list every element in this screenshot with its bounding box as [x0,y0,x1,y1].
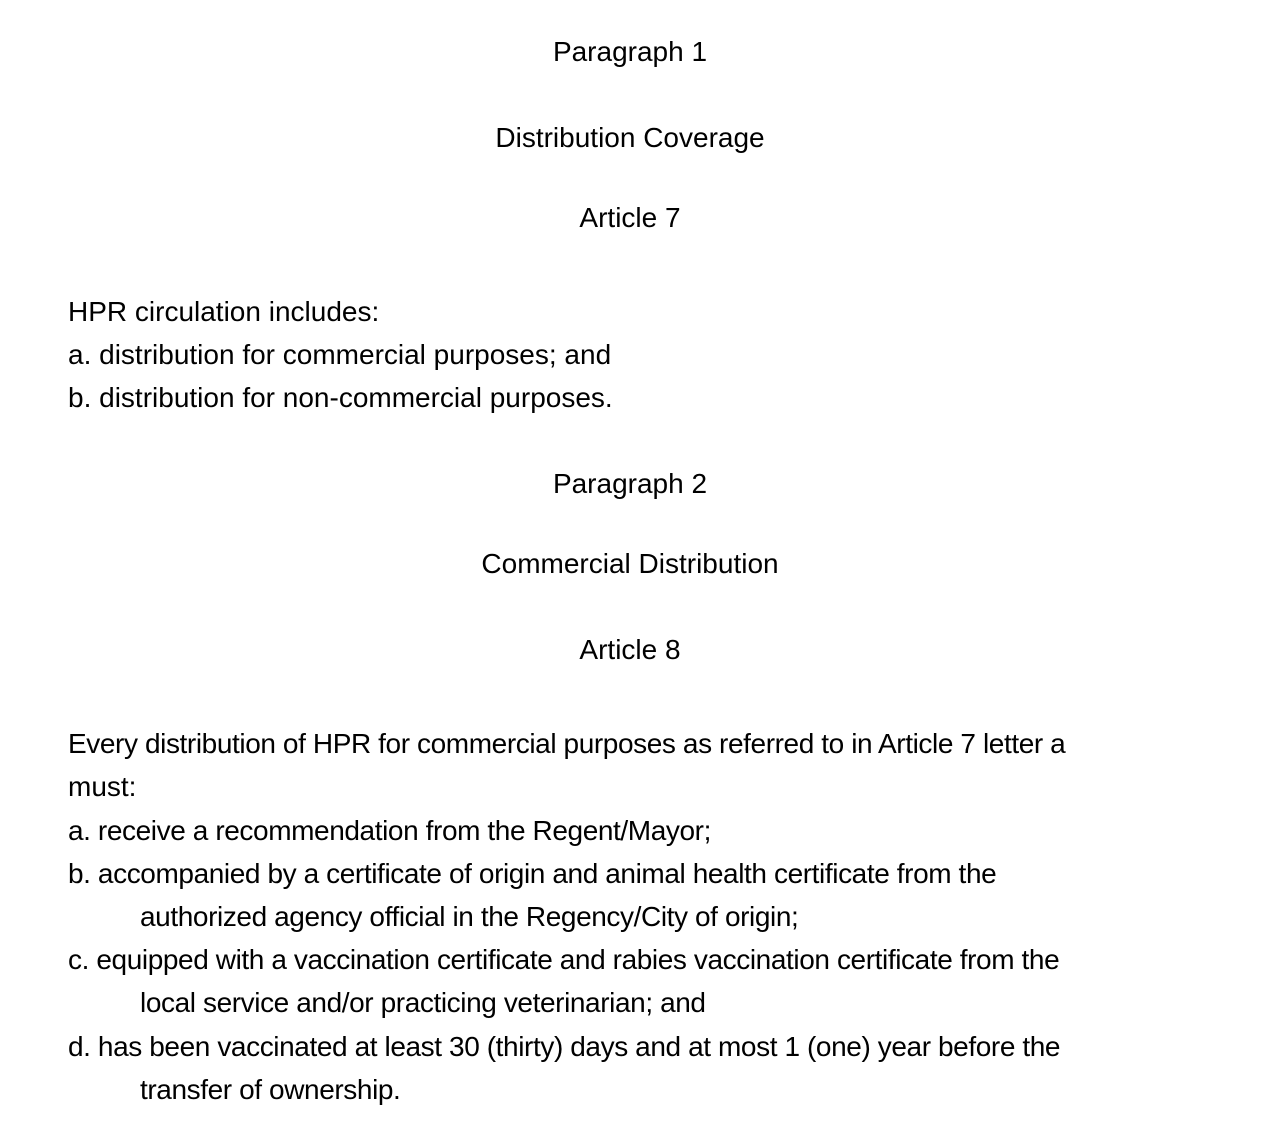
section-1-title: Distribution Coverage [495,122,765,153]
section-2-intro-continued: must: [68,771,137,802]
list-item: b. accompanied by a certificate of origin and animal health certificate from the [68,858,997,889]
section-2-intro: Every distribution of HPR for commercial purposes as referred to in Article 7 letter a [68,728,1066,759]
section-1-intro: HPR circulation includes: [68,296,380,327]
paragraph-2-heading: Paragraph 2 [552,468,708,499]
list-item-continued: transfer of ownership. [140,1074,401,1105]
list-item: b. distribution for non-commercial purposes. [68,382,613,413]
list-item: a. receive a recommendation from the Regent/Mayor; [68,815,711,846]
list-item: c. equipped with a vaccination certificate and rabies vaccination certificate from the [68,944,1060,975]
list-item-continued: authorized agency official in the Regency/City of origin; [140,901,799,932]
paragraph-1-heading: Paragraph 1 [552,36,708,67]
list-item: a. distribution for commercial purposes; and [68,339,612,370]
section-2-title: Commercial Distribution [481,548,779,579]
article-7-heading: Article 7 [579,202,681,233]
article-8-heading: Article 8 [579,634,681,665]
list-item: d. has been vaccinated at least 30 (thirty) days and at most 1 (one) year before the [68,1031,1061,1062]
list-item-continued: local service and/or practicing veterinarian; and [140,987,706,1018]
